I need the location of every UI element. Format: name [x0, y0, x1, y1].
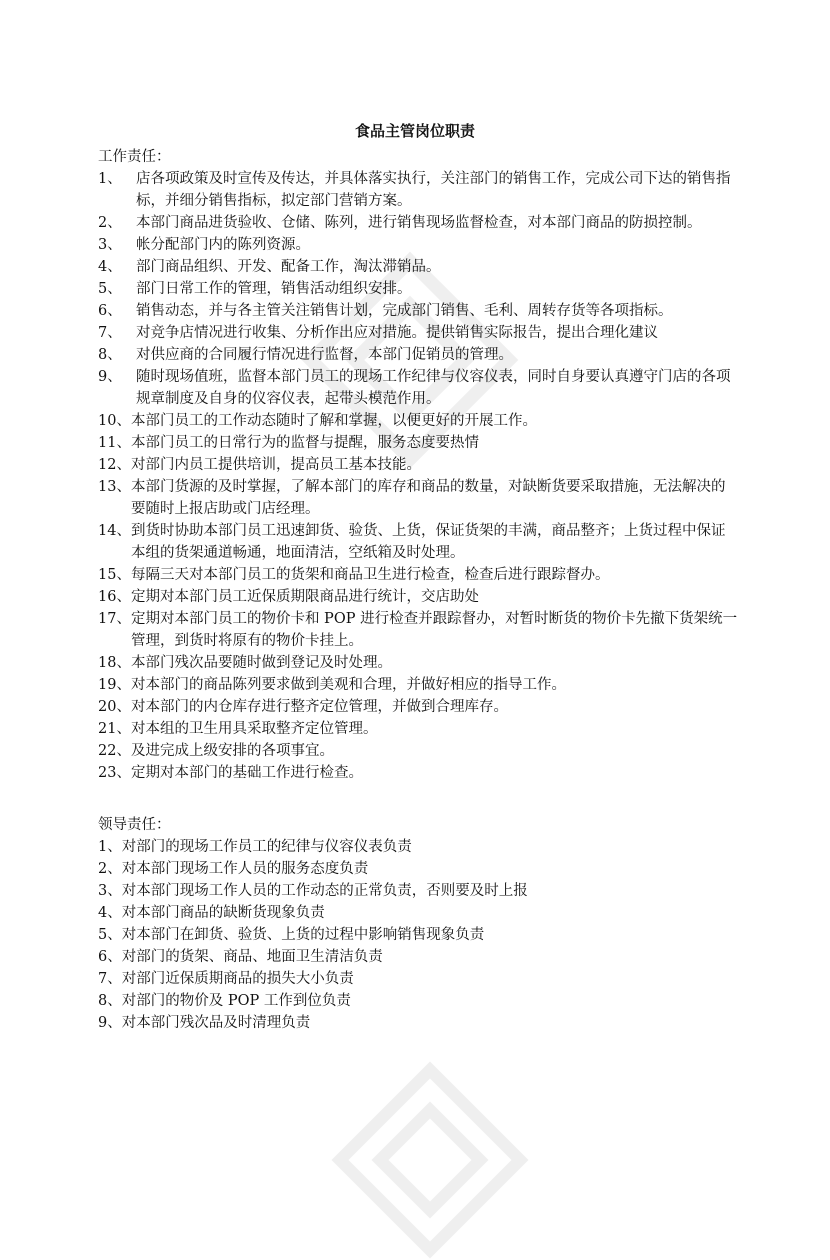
list-item-text: 对竞争店情况进行收集、分析作出应对措施。提供销售实际报告，提出合理化建议 — [136, 325, 658, 341]
list-item-number: 10、 — [98, 413, 131, 429]
list-item-text: 对本组的卫生用具采取整齐定位管理。 — [130, 721, 378, 737]
list-item — [98, 946, 738, 968]
list-item — [98, 234, 738, 256]
list-item-number: 6、 — [98, 303, 122, 319]
list-item-text: 对本部门残次品及时清理负责 — [121, 1015, 311, 1031]
list-item-text: 对部门的现场工作员工的纪律与仪容仪表负责 — [121, 839, 412, 855]
list-item-number: 14、 — [98, 523, 131, 539]
list-item-number: 6、 — [98, 949, 122, 965]
list-item — [98, 564, 738, 586]
list-item-number: 11、 — [98, 435, 131, 451]
list-item — [98, 674, 738, 696]
list-item-number: 9、 — [98, 369, 122, 385]
list-item — [98, 608, 738, 652]
list-item-number: 17、 — [98, 611, 131, 627]
document-body — [98, 146, 738, 1034]
list-item-text: 对本部门的商品陈列要求做到美观和合理，并做好相应的指导工作。 — [130, 677, 566, 693]
list-item-number: 2、 — [98, 861, 122, 877]
list-item-text: 对本部门商品的缺断货现象负责 — [121, 905, 325, 921]
list-item — [98, 718, 738, 740]
list-item-text: 对部门近保质期商品的损失大小负责 — [121, 971, 354, 987]
leadership-duties-list — [98, 836, 738, 1034]
list-item-text: 随时现场值班，监督本部门员工的现场工作纪律与仪容仪表，同时自身要认真遵守门店的各项规章制度及自身的仪容仪表，起带头模范作用。 — [136, 369, 731, 407]
list-item-text: 定期对本部门员工的物价卡和 POP 进行检查并跟踪督办，对暂时断货的物价卡先撤下货架统一管理，到货时将原有的物价卡挂上。 — [130, 611, 738, 649]
list-item-text: 定期对本部门的基础工作进行检查。 — [130, 765, 363, 781]
list-item — [98, 454, 738, 476]
list-item — [98, 300, 738, 322]
list-item-number: 19、 — [98, 677, 131, 693]
list-item-number: 18、 — [98, 655, 131, 671]
list-item-number: 15、 — [98, 567, 131, 583]
list-item — [98, 902, 738, 924]
list-item — [98, 924, 738, 946]
list-item-text: 部门商品组织、开发、配备工作，淘汰滞销品。 — [136, 259, 441, 275]
list-item — [98, 366, 738, 410]
list-item-number: 4、 — [98, 259, 122, 275]
list-item — [98, 836, 738, 858]
list-item-number: 3、 — [98, 237, 122, 253]
list-item-number: 7、 — [98, 325, 122, 341]
list-item-number: 23、 — [98, 765, 131, 781]
work-duties-list — [98, 168, 738, 784]
list-item — [98, 696, 738, 718]
list-item-text: 及进完成上级安排的各项事宜。 — [130, 743, 334, 759]
list-item-number: 8、 — [98, 993, 122, 1009]
list-item-number: 5、 — [98, 927, 122, 943]
list-item — [98, 880, 738, 902]
list-item-text: 对部门的物价及 POP 工作到位负责 — [121, 993, 351, 1009]
list-item — [98, 858, 738, 880]
list-item-number: 1、 — [98, 171, 122, 187]
document-title: 食品主管岗位职责 — [354, 122, 475, 140]
list-item-number: 20、 — [98, 699, 131, 715]
list-item-text: 每隔三天对本部门员工的货架和商品卫生进行检查，检查后进行跟踪督办。 — [130, 567, 610, 583]
list-item-text: 本部门货源的及时掌握，了解本部门的库存和商品的数量，对缺断货要采取措施，无法解决的要随时上报店助或门店经理。 — [130, 479, 726, 517]
list-item-number: 3、 — [98, 883, 122, 899]
list-item — [98, 322, 738, 344]
list-item — [98, 410, 738, 432]
list-item-number: 22、 — [98, 743, 131, 759]
list-item — [98, 762, 738, 784]
list-item-text: 对本部门在卸货、验货、上货的过程中影响销售现象负责 — [121, 927, 485, 943]
watermark-logo-icon — [330, 1060, 530, 1260]
list-item — [98, 256, 738, 278]
list-item-number: 16、 — [98, 589, 131, 605]
work-section-heading: 工作责任： — [98, 149, 171, 165]
list-item — [98, 586, 738, 608]
list-item-text: 到货时协助本部门员工迅速卸货、验货、上货，保证货架的丰满，商品整齐；上货过程中保证本组的货架通道畅通，地面清洁，空纸箱及时处理。 — [130, 523, 726, 561]
list-item — [98, 212, 738, 234]
list-item-number: 1、 — [98, 839, 122, 855]
list-item-text: 对部门内员工提供培训，提高员工基本技能。 — [130, 457, 421, 473]
list-item — [98, 278, 738, 300]
list-item-text: 本部门残次品要随时做到登记及时处理。 — [130, 655, 392, 671]
list-item-number: 9、 — [98, 1015, 122, 1031]
list-item-number: 8、 — [98, 347, 122, 363]
list-item — [98, 168, 738, 212]
list-item-text: 销售动态，并与各主管关注销售计划，完成部门销售、毛利、周转存货等各项指标。 — [136, 303, 673, 319]
list-item-text: 部门日常工作的管理，销售活动组织安排。 — [136, 281, 412, 297]
lead-section-heading: 领导责任： — [98, 817, 171, 833]
list-item-number: 13、 — [98, 479, 131, 495]
list-item — [98, 520, 738, 564]
list-item-number: 21、 — [98, 721, 131, 737]
list-item-number: 2、 — [98, 215, 122, 231]
list-item-number: 5、 — [98, 281, 122, 297]
section-spacer — [98, 784, 738, 814]
list-item-number: 12、 — [98, 457, 131, 473]
list-item-text: 本部门员工的日常行为的监督与提醒，服务态度要热情 — [130, 435, 479, 451]
list-item-number: 4、 — [98, 905, 122, 921]
list-item-text: 对本部门的内仓库存进行整齐定位管理，并做到合理库存。 — [130, 699, 508, 715]
list-item-text: 店各项政策及时宣传及传达，并具体落实执行，关注部门的销售工作，完成公司下达的销售指标，并细分销售指标，拟定部门营销方案。 — [136, 171, 731, 209]
list-item — [98, 652, 738, 674]
list-item-text: 本部门商品进货验收、仓储、陈列，进行销售现场监督检查，对本部门商品的防损控制。 — [136, 215, 702, 231]
list-item-text: 对供应商的合同履行情况进行监督，本部门促销员的管理。 — [136, 347, 513, 363]
list-item — [98, 476, 738, 520]
list-item — [98, 990, 738, 1012]
list-item-number: 7、 — [98, 971, 122, 987]
list-item-text: 对本部门现场工作人员的服务态度负责 — [121, 861, 369, 877]
list-item-text: 定期对本部门员工近保质期限商品进行统计，交店助处 — [130, 589, 479, 605]
list-item — [98, 432, 738, 454]
list-item-text: 对部门的货架、商品、地面卫生清洁负责 — [121, 949, 383, 965]
list-item — [98, 1012, 738, 1034]
list-item-text: 对本部门现场工作人员的工作动态的正常负责，否则要及时上报 — [121, 883, 528, 899]
list-item-text: 本部门员工的工作动态随时了解和掌握，以便更好的开展工作。 — [130, 413, 537, 429]
list-item-text: 帐分配部门内的陈列资源。 — [136, 237, 310, 253]
list-item — [98, 968, 738, 990]
list-item — [98, 740, 738, 762]
list-item — [98, 344, 738, 366]
